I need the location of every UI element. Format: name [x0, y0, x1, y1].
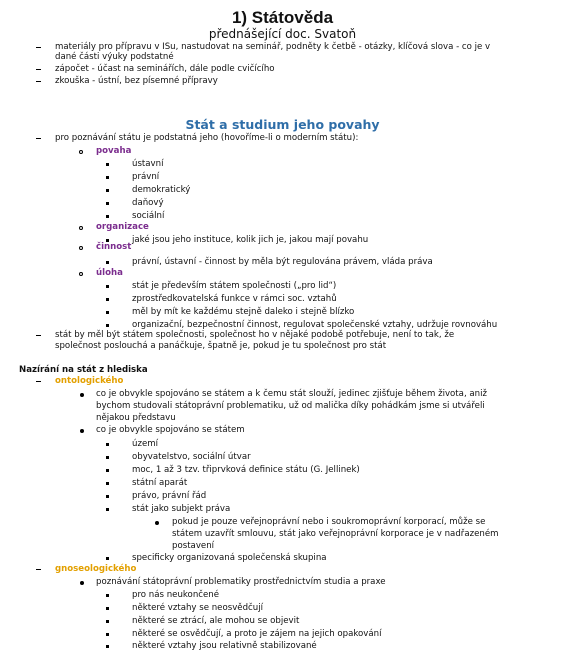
list-item: měl by mít ke každému stejně daleko i stejně blízko — [132, 307, 355, 317]
square-bullet — [106, 469, 109, 472]
dash-bullet — [36, 381, 41, 382]
square-bullet — [106, 495, 109, 498]
dot-bullet — [80, 393, 84, 397]
square-bullet — [106, 311, 109, 314]
dot-bullet — [80, 581, 84, 585]
list-item: některé se osvědčují, a proto je zájem na jejich opakování — [132, 629, 382, 639]
square-bullet — [106, 176, 109, 179]
section-heading: Nazírání na stát z hlediska — [19, 365, 148, 375]
list-item: právní — [132, 172, 160, 182]
square-bullet — [106, 324, 109, 327]
subheading-povaha: povaha — [96, 146, 132, 156]
dash-bullet — [36, 47, 41, 48]
square-bullet — [106, 594, 109, 597]
intro-line: zkouška - ústní, bez písemné přípravy — [55, 76, 218, 86]
list-item: jaké jsou jeho instituce, kolik jich je, jakou mají povahu — [132, 235, 369, 245]
paragraph-line: bychom studovali státoprávní problematiku, už od malička díky pohádkám jsme si utvářeli — [96, 401, 485, 411]
circle-bullet — [79, 246, 83, 250]
list-item: daňový — [132, 198, 164, 208]
square-bullet — [106, 215, 109, 218]
square-bullet — [106, 189, 109, 192]
dot-bullet — [155, 521, 159, 525]
square-bullet — [106, 620, 109, 623]
list-item: některé vztahy se neosvědčují — [132, 603, 263, 613]
list-item: zprostředkovatelská funkce v rámci soc. vztahů — [132, 294, 337, 304]
list-item: organizační, bezpečnostní činnost, regulovat společenské vztahy, udržuje rovnováhu — [132, 320, 498, 330]
paragraph-line: poznávání státoprávní problematiky prostřednictvím studia a praxe — [96, 577, 386, 587]
closing-line: společnost poslouchá a panáčkuje, špatně je, pokud je tu společnost pro stát — [55, 341, 387, 351]
list-item: ústavní — [132, 159, 164, 169]
subheading-cinnost: činnost — [96, 242, 132, 252]
list-item: stát je především státem společnosti („pro lid“) — [132, 281, 337, 291]
list-item: demokratický — [132, 185, 191, 195]
square-bullet — [106, 298, 109, 301]
subheading-organizace: organizace — [96, 222, 149, 232]
list-item: území — [132, 439, 159, 449]
dash-bullet — [36, 569, 41, 570]
list-item: některé vztahy jsou relativně stabilizované — [132, 641, 317, 651]
intro-line: dané části výuky podstatné — [55, 52, 174, 62]
square-bullet — [106, 456, 109, 459]
list-item: moc, 1 až 3 tzv. třiprvková definice státu (G. Jellinek) — [132, 465, 360, 475]
list-item: státní aparát — [132, 478, 188, 488]
square-bullet — [106, 482, 109, 485]
list-item: některé se ztrácí, ale mohou se objevit — [132, 616, 300, 626]
list-item: právní, ústavní - činnost by měla být regulována právem, vláda práva — [132, 257, 433, 267]
paragraph-line: nějakou představu — [96, 413, 176, 423]
circle-bullet — [79, 226, 83, 230]
paragraph-line: pokud je pouze veřejnoprávní nebo i soukromoprávní korporací, může se — [172, 517, 486, 527]
dash-bullet — [36, 69, 41, 70]
list-item: pro nás neukončené — [132, 590, 220, 600]
list-item: specificky organizovaná společenská skupina — [132, 553, 327, 563]
list-item: obyvatelstvo, sociální útvar — [132, 452, 251, 462]
page-subtitle: přednášející doc. Svatoň — [208, 27, 357, 41]
subheading-uloha: úloha — [96, 268, 123, 278]
dash-bullet — [36, 138, 41, 139]
square-bullet — [106, 443, 109, 446]
subheading-gnoseologicke: gnoseologického — [55, 564, 137, 574]
list-item: sociální — [132, 211, 165, 221]
paragraph-line: co je obvykle spojováno se státem a k čemu stát slouží, jedinec zjišťuje během života, aniž — [96, 389, 488, 399]
square-bullet — [106, 633, 109, 636]
paragraph-line: státem uzavřít smlouvu, stát jako veřejnoprávní korporace je v nadřazeném — [172, 529, 499, 539]
square-bullet — [106, 607, 109, 610]
subheading-ontologicke: ontologického — [55, 376, 124, 386]
square-bullet — [106, 285, 109, 288]
section-heading: Stát a studium jeho povahy — [185, 117, 380, 132]
square-bullet — [106, 202, 109, 205]
intro-line: materiály pro přípravu v ISu, nastudovat na seminář, podněty k četbě - otázky, klíčová slova - co je v — [55, 42, 491, 52]
square-bullet — [106, 508, 109, 511]
circle-bullet — [79, 150, 83, 154]
list-item: stát jako subjekt práva — [132, 504, 231, 514]
page-title: 1) Státověda — [231, 8, 334, 27]
section-lead: pro poznávání státu je podstatná jeho (hovoříme-li o moderním státu): — [55, 133, 359, 143]
dot-bullet — [80, 429, 84, 433]
list-item: právo, právní řád — [132, 491, 207, 501]
circle-bullet — [79, 272, 83, 276]
dash-bullet — [36, 335, 41, 336]
closing-line: stát by měl být státem společnosti, společnost ho v nějaké podobě potřebuje, není to tak, že — [55, 330, 455, 340]
paragraph-line: co je obvykle spojováno se státem — [96, 425, 245, 435]
dash-bullet — [36, 81, 41, 82]
paragraph-line: postavení — [172, 541, 215, 551]
square-bullet — [106, 557, 109, 560]
square-bullet — [106, 163, 109, 166]
square-bullet — [106, 261, 109, 264]
intro-line: zápočet - účast na seminářích, dále podle cvičícího — [55, 64, 275, 74]
square-bullet — [106, 645, 109, 648]
